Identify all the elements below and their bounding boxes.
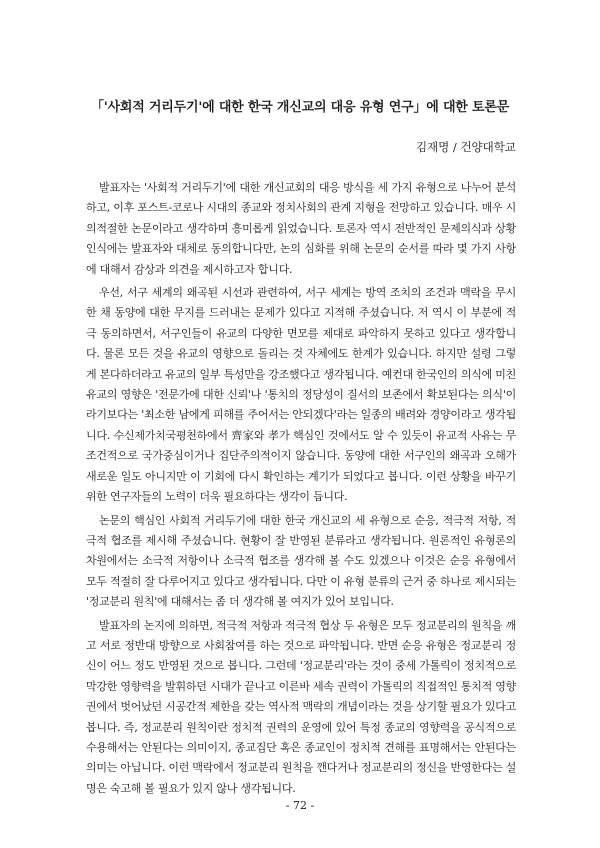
body-text (86, 178, 516, 802)
paragraph: 발표자의 논지에 의하면, 적극적 저항과 적극적 협상 두 유형은 모두 정교분리의 원칙을 깨고 서로 정반대 방향으로 사회참여를 하는 것으로 파악됩니다. 반면 순응 유형은 정교분리 정신이 어느 정도 반영된 것으로 봅니다. 그런데 '정교분리'라는 것이 중세 가톨릭이 정치적으로 막강한 영향력을 발휘하던 시대가 끝나고 이른바 세속 권력이 가톨릭의 직접적인 통치적 영향권에서 벗어났던 시공간적 제한을 갖는 역사적 맥락의 개념이라는 것을 상기할 필요가 있다고 봅니다. 즉, 정교분리 원칙이란 정치적 권력의 운영에 있어 특정 종교의 영향력을 공식적으로 수용해서는 안된다는 의미이지, 종교집단 혹은 종교인이 정치적 견해를 표명해서는 안된다는 의미는 아닙니다. 이런 맥락에서 정교분리 원칙을 깬다거나 정교분리의 정신을 반영한다는 설명은 숙고해 볼 필요가 있지 않나 생각됩니다. (86, 618, 516, 795)
page-title: 「'사회적 거리두기'에 대한 한국 개신교의 대응 유형 연구」에 대한 토론문 (90, 100, 510, 115)
author-affiliation: 김재명 / 건양대학교 (415, 140, 516, 154)
paragraph: 발표자는 '사회적 거리두기'에 대한 개신교회의 대응 방식을 세 가지 유형으로 나누어 분석하고, 이후 포스트-코로나 시대의 종교와 정치사회의 관계 지형을 전망하고 있습니다. 매우 시의적절한 논문이라고 생각하며 흥미롭게 읽었습니다. 토론자 역시 전반적인 문제의식과 상황인식에는 발표자와 대체로 동의합니다만, 논의 심화를 위해 논문의 순서를 따라 몇 가지 사항에 대해서 감상과 의견을 제시하고자 합니다. (86, 181, 516, 276)
paragraph: 논문의 핵심인 사회적 거리두기에 대한 한국 개신교의 세 유형으로 순응, 적극적 저항, 적극적 협조를 제시해 주셨습니다. 현황이 잘 반영된 분류라고 생각됩니다. 원론적인 유형론의 차원에서는 소극적 저항이나 소극적 협조를 생각해 볼 수도 있겠으나 이것은 순응 유형에서 모두 적절히 잘 다루어지고 있다고 생각됩니다. 다만 이 유형 분류의 근거 중 하나로 제시되는 '정교분리 원칙'에 대해서는 좀 더 생각해 볼 여지가 있어 보입니다. (86, 513, 516, 609)
page-number: - 72 - (285, 799, 315, 812)
paragraph: 우선, 서구 세계의 왜곡된 시선과 관련하여, 서구 세계는 방역 조치의 조건과 맥락을 무시한 채 동양에 대한 무지를 드러내는 문제가 있다고 지적해 주셨습니다. 저 역시 이 부분에 적극 동의하면서, 서구인들이 유교의 다양한 면모를 제대로 파악하지 못하고 있다고 생각합니다. 물론 모든 것을 유교의 영향으로 돌리는 것 자체에도 한계가 있습니다. 하지만 설령 그렇게 본다하더라고 유교의 일부 특성만을 강조했다고 생각됩니다. 예컨대 한국인의 의식에 미친 유교의 영향은 '전문가에 대한 신뢰'나 '통치의 정당성이 질서의 보존에서 확보된다는 의식'이라기보다는 '최소한 남에게 피해를 주어서는 안되겠다'라는 일종의 배려와 경양이라고 생각됩니다. 수신제가치국평천하에서 齊家와 孝가 핵심인 것에서도 알 수 있듯이 유교적 사유는 무조건적으로 국가중심이거나 집단주의적이지 않습니다. 동양에 대한 서구인의 왜곡과 오해가 새로운 일도 아니지만 이 기회에 다시 확인하는 계기가 되었다고 봅니다. 이런 상황을 바꾸기 위한 연구자들의 노력이 더욱 필요하다는 생각이 듭니다. (86, 286, 516, 504)
